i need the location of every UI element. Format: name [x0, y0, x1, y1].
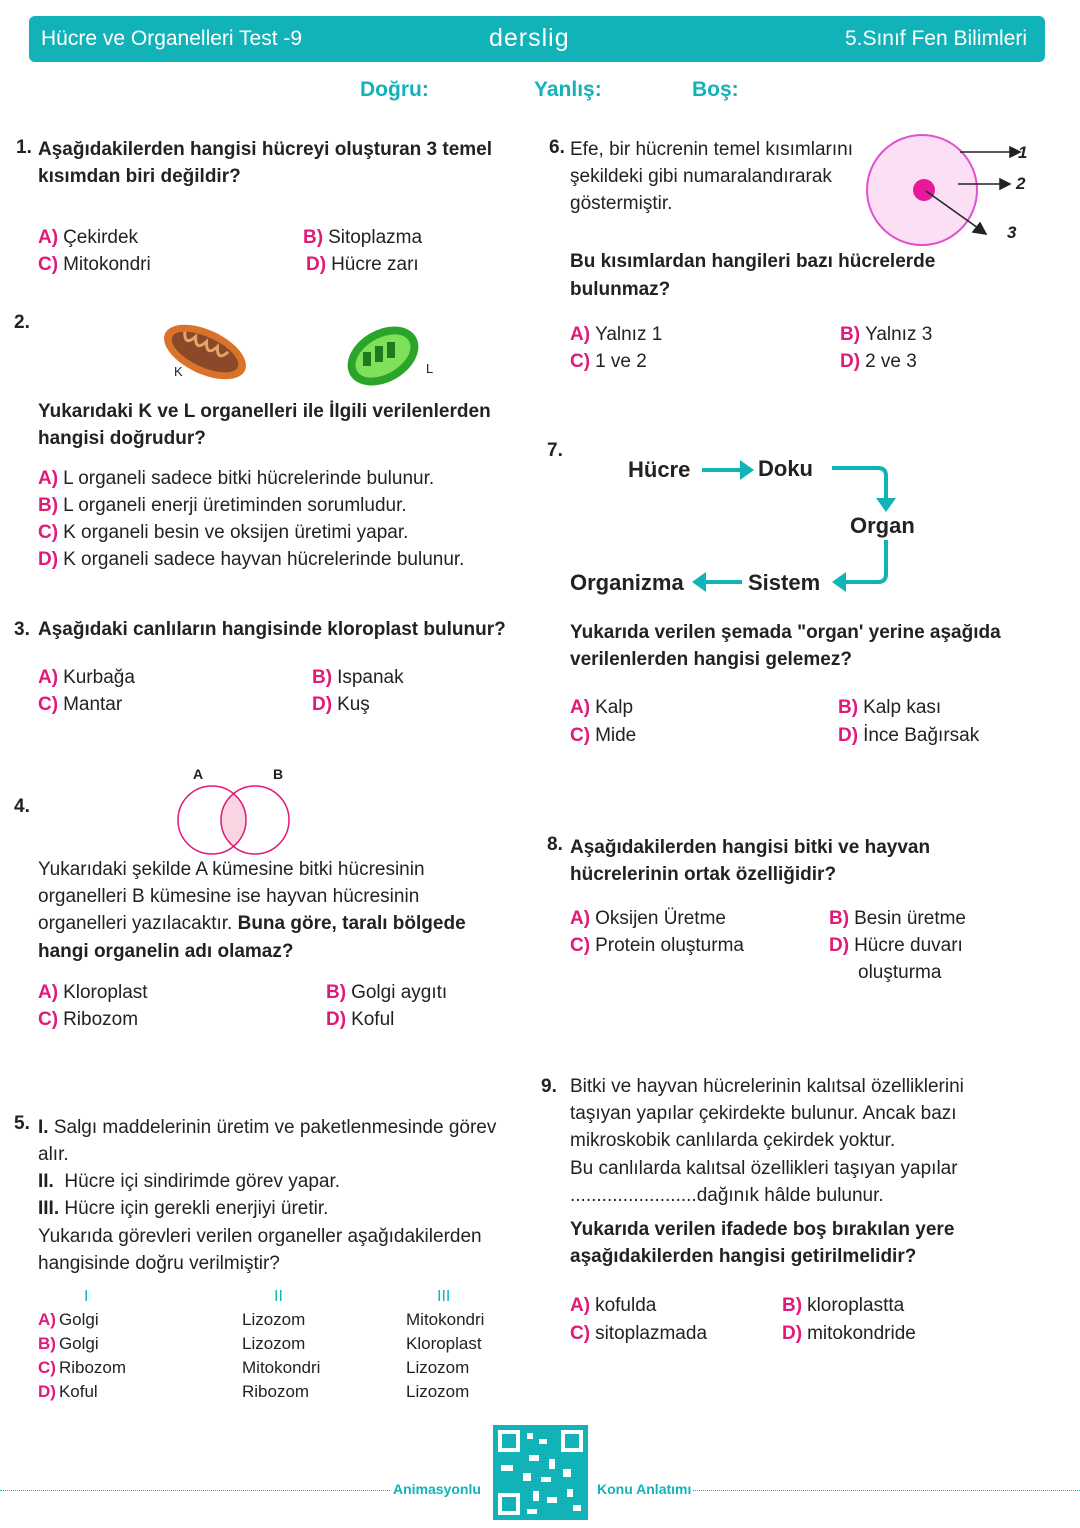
q5-option-d[interactable]	[38, 1382, 98, 1402]
option-text: Koful	[351, 1009, 395, 1030]
option-letter: A)	[570, 324, 591, 345]
q5-number: 5.	[14, 1113, 30, 1134]
q5-text: hangisinde doğru verilmiştir?	[38, 1253, 280, 1274]
option-letter: B)	[782, 1295, 803, 1316]
footer-animation-label: Animasyonlu	[393, 1481, 481, 1497]
wrong-label: Yanlış:	[534, 78, 602, 101]
q9-text: ........................dağınık hâlde bulunur.	[570, 1185, 884, 1206]
option-letter: B)	[840, 324, 861, 345]
q6-option-c[interactable]	[570, 350, 647, 374]
option-cell: Mitokondri	[242, 1358, 321, 1377]
option-letter: C)	[570, 935, 591, 956]
option-text: Kurbağa	[63, 667, 135, 688]
option-letter: D)	[326, 1009, 347, 1030]
option-text: K organeli sadece hayvan hücrelerinde bulunur.	[63, 549, 465, 570]
option-cell: Koful	[58, 1382, 98, 1401]
q4-text-bold: Buna göre, taralı bölgede	[237, 913, 466, 934]
q4-text: organelleri B kümesine ise hayvan hücresinin	[38, 886, 420, 907]
option-text: Oksijen Üretme	[595, 908, 726, 929]
diagram-hucre: Hücre	[628, 457, 691, 482]
q2-number: 2.	[14, 312, 30, 333]
option-text: Mantar	[63, 694, 123, 715]
option-text: Ispanak	[337, 667, 404, 688]
diagram-sistem: Sistem	[748, 570, 821, 595]
brand-logo: derslig	[489, 24, 570, 52]
option-text: Hücre duvarı	[854, 935, 963, 956]
option-letter: A)	[38, 667, 59, 688]
q4-option-a[interactable]	[38, 981, 148, 1005]
option-letter: B)	[38, 1334, 56, 1353]
q6-option-b[interactable]	[840, 323, 932, 347]
option-letter: D)	[306, 254, 327, 275]
option-text: Kalp kası	[863, 697, 942, 718]
option-letter: A)	[38, 982, 59, 1003]
option-letter: D)	[782, 1323, 803, 1344]
option-letter: D)	[829, 935, 850, 956]
q2-option-d[interactable]	[38, 548, 464, 572]
q5-option-a[interactable]	[38, 1310, 99, 1330]
option-text: K organeli besin ve oksijen üretimi yapar.	[63, 522, 409, 543]
option-text: Yalnız 1	[595, 324, 663, 345]
option-letter: D)	[838, 725, 859, 746]
q7-text: verilenlerden hangisi gelemez?	[570, 649, 852, 670]
roman-numeral: II.	[38, 1171, 54, 1192]
q8-number: 8.	[547, 834, 563, 855]
k-label: K	[174, 364, 183, 379]
part-3-label: 3	[1007, 223, 1017, 242]
footer-divider	[0, 1490, 390, 1491]
option-text: Çekirdek	[63, 227, 139, 248]
q1-option-c[interactable]	[38, 253, 151, 277]
option-text: kloroplastta	[807, 1295, 905, 1316]
q6-text: Efe, bir hücrenin temel kısımlarını	[570, 139, 853, 160]
option-text: Kuş	[337, 694, 370, 715]
q7-option-d[interactable]	[838, 724, 979, 748]
q9-text: aşağıdakilerden hangisi getirilmelidir?	[570, 1246, 917, 1267]
q5-option-c[interactable]	[38, 1358, 126, 1378]
option-cell: Ribozom	[242, 1382, 310, 1401]
q4-number: 4.	[14, 796, 30, 817]
option-letter: D)	[38, 549, 59, 570]
option-text: sitoplazmada	[595, 1323, 708, 1344]
q3-text: Aşağıdaki canlıların hangisinde kloroplast bulunur?	[38, 619, 506, 640]
option-letter: A)	[570, 908, 591, 929]
test-title: Hücre ve Organelleri Test -9	[41, 27, 303, 50]
q3-option-c[interactable]	[38, 693, 122, 717]
q2-text: hangisi doğrudur?	[38, 428, 206, 449]
option-letter: C)	[38, 1009, 59, 1030]
option-text: L organeli sadece bitki hücrelerinde bulunur.	[63, 468, 435, 489]
q1-option-a[interactable]	[38, 226, 138, 250]
option-cell: Lizozom	[406, 1358, 470, 1377]
q7-text: Yukarıda verilen şemada "organ' yerine aşağıda	[570, 622, 1001, 643]
col-header: I	[84, 1288, 89, 1305]
q8-option-c[interactable]	[570, 934, 744, 958]
q9-text: mikroskobik canlılarda çekirdek yoktur.	[570, 1130, 896, 1151]
q2-option-a[interactable]	[38, 467, 434, 491]
roman-numeral: I.	[38, 1117, 49, 1138]
option-text: kofulda	[595, 1295, 657, 1316]
option-letter: B)	[312, 667, 333, 688]
q5-text	[38, 1197, 328, 1221]
q6-text: şekildeki gibi numaralandırarak	[570, 166, 832, 187]
subject-label: 5.Sınıf Fen Bilimleri	[844, 27, 1027, 50]
q3-option-a[interactable]	[38, 666, 135, 690]
q8-option-a[interactable]	[570, 907, 726, 931]
option-cell: Golgi	[58, 1334, 99, 1353]
option-text: 2 ve 3	[865, 351, 917, 372]
option-letter: C)	[570, 1323, 591, 1344]
q3-number: 3.	[14, 619, 30, 640]
option-text: Besin üretme	[854, 908, 967, 929]
q2-option-c[interactable]	[38, 521, 408, 545]
q4-text: hangi organelin adı olamaz?	[38, 941, 294, 962]
q5-option-b[interactable]	[38, 1334, 99, 1354]
option-text: Kloroplast	[63, 982, 148, 1003]
option-text: Mide	[595, 725, 637, 746]
venn-diagram	[170, 782, 300, 860]
q4-option-b[interactable]	[326, 981, 447, 1005]
q4-text: Yukarıdaki şekilde A kümesine bitki hücresinin	[38, 859, 425, 880]
q9-text: taşıyan yapılar çekirdekte bulunur. Ancak bazı	[570, 1103, 957, 1124]
option-letter: A)	[570, 1295, 591, 1316]
option-text: Yalnız 3	[865, 324, 933, 345]
q5-statement: Salgı maddelerinin üretim ve paketlenmesinde görev	[53, 1117, 497, 1138]
option-cell: Mitokondri	[406, 1310, 485, 1329]
option-letter: D)	[38, 1382, 56, 1401]
q9-option-d[interactable]	[782, 1322, 916, 1346]
q9-text: Bu canlılarda kalıtsal özellikleri taşıyan yapılar	[570, 1158, 958, 1179]
chloroplast-image	[343, 322, 423, 392]
col-header: II	[274, 1288, 283, 1305]
option-text: mitokondride	[807, 1323, 916, 1344]
option-cell: Golgi	[58, 1310, 99, 1329]
q5-text: Yukarıda görevleri verilen organeller aşağıdakilerden	[38, 1226, 482, 1247]
q4-text	[38, 912, 466, 936]
empty-label: Boş:	[692, 78, 739, 101]
q6-text: bulunmaz?	[570, 279, 671, 300]
roman-numeral: III.	[38, 1198, 60, 1219]
option-letter: C)	[38, 522, 59, 543]
option-letter: B)	[838, 697, 859, 718]
option-cell: Ribozom	[58, 1358, 127, 1377]
q6-option-a[interactable]	[570, 323, 662, 347]
option-letter: D)	[312, 694, 333, 715]
q4-option-c[interactable]	[38, 1008, 138, 1032]
option-letter: B)	[303, 227, 324, 248]
set-a-label: A	[193, 766, 204, 782]
col-header: III	[437, 1288, 451, 1305]
q9-option-c[interactable]	[570, 1322, 707, 1346]
q3-option-b[interactable]	[312, 666, 404, 690]
option-letter: A)	[38, 227, 59, 248]
option-letter: C)	[38, 694, 59, 715]
option-cell: Kloroplast	[406, 1334, 482, 1353]
l-label: L	[426, 361, 434, 376]
q6-option-d[interactable]	[840, 350, 917, 374]
q6-text: göstermiştir.	[570, 193, 673, 214]
q1-text: kısımdan biri değildir?	[38, 166, 241, 187]
q9-option-a[interactable]	[570, 1294, 656, 1318]
option-text: Hücre zarı	[331, 254, 419, 275]
option-text: Protein oluşturma	[595, 935, 744, 956]
correct-label: Doğru:	[360, 78, 429, 101]
option-letter: A)	[570, 697, 591, 718]
q8-option-d[interactable]	[829, 934, 963, 958]
option-cell: Lizozom	[242, 1334, 306, 1353]
diagram-organizma: Organizma	[570, 570, 684, 595]
q5-text	[38, 1170, 340, 1194]
q2-option-b[interactable]	[38, 494, 407, 518]
option-text: Mitokondri	[63, 254, 151, 275]
q4-text-part: organelleri yazılacaktır.	[38, 913, 233, 934]
option-letter: B)	[326, 982, 347, 1003]
q9-option-b[interactable]	[782, 1294, 904, 1318]
q1-text: Aşağıdakilerden hangisi hücreyi oluşturan 3 temel	[38, 139, 493, 160]
diagram-doku: Doku	[758, 456, 813, 481]
option-text: Ribozom	[63, 1009, 139, 1030]
part-1-label: 1	[1018, 143, 1028, 162]
q7-option-a[interactable]	[570, 696, 633, 720]
option-letter: A)	[38, 468, 59, 489]
q1-option-d[interactable]	[306, 253, 419, 277]
q8-text: hücrelerinin ortak özelliğidir?	[570, 864, 837, 885]
q5-text	[38, 1116, 496, 1140]
set-b-label: B	[273, 766, 284, 782]
option-letter: A)	[38, 1310, 56, 1329]
q1-option-b[interactable]	[303, 226, 422, 250]
qr-code[interactable]	[493, 1425, 588, 1520]
q7-option-b[interactable]	[838, 696, 941, 720]
option-text: Golgi aygıtı	[351, 982, 448, 1003]
footer-topic-label: Konu Anlatımı	[597, 1481, 692, 1497]
q6-text: Bu kısımlardan hangileri bazı hücrelerde	[570, 251, 936, 272]
option-letter: C)	[38, 254, 59, 275]
q8-text: Aşağıdakilerden hangisi bitki ve hayvan	[570, 837, 931, 858]
q1-number: 1.	[16, 137, 32, 158]
option-text: L organeli enerji üretiminden sorumludur.	[63, 495, 407, 516]
q7-number: 7.	[547, 440, 563, 461]
option-text: Kalp	[595, 697, 634, 718]
q5-statement: Hücre için gerekli enerjiyi üretir.	[64, 1198, 329, 1219]
q3-option-d[interactable]	[312, 693, 370, 717]
option-cell: Lizozom	[242, 1310, 306, 1329]
q7-option-c[interactable]	[570, 724, 636, 748]
q9-text: Yukarıda verilen ifadede boş bırakılan yere	[570, 1219, 955, 1240]
part-2-label: 2	[1016, 174, 1026, 193]
footer-divider	[693, 1490, 1080, 1491]
option-letter: C)	[38, 1358, 56, 1377]
q6-number: 6.	[549, 137, 565, 158]
diagram-organ: Organ	[850, 513, 915, 538]
q9-number: 9.	[541, 1076, 557, 1097]
option-letter: C)	[570, 725, 591, 746]
q5-text: alır.	[38, 1144, 69, 1165]
option-letter: B)	[38, 495, 59, 516]
option-text: Sitoplazma	[328, 227, 423, 248]
option-letter: D)	[840, 351, 861, 372]
header-bar	[29, 16, 1045, 62]
q4-option-d[interactable]	[326, 1008, 394, 1032]
option-letter: B)	[829, 908, 850, 929]
option-text: İnce Bağırsak	[863, 725, 980, 746]
option-text: 1 ve 2	[595, 351, 647, 372]
q9-text: Bitki ve hayvan hücrelerinin kalıtsal özelliklerini	[570, 1076, 964, 1097]
q8-option-b[interactable]	[829, 907, 966, 931]
q5-statement: Hücre içi sindirimde görev yapar.	[64, 1171, 341, 1192]
q8-option-d-cont: oluşturma	[858, 962, 942, 983]
option-cell: Lizozom	[406, 1382, 470, 1401]
q2-text: Yukarıdaki K ve L organelleri ile İlgili verilenlerden	[38, 401, 491, 422]
option-letter: C)	[570, 351, 591, 372]
